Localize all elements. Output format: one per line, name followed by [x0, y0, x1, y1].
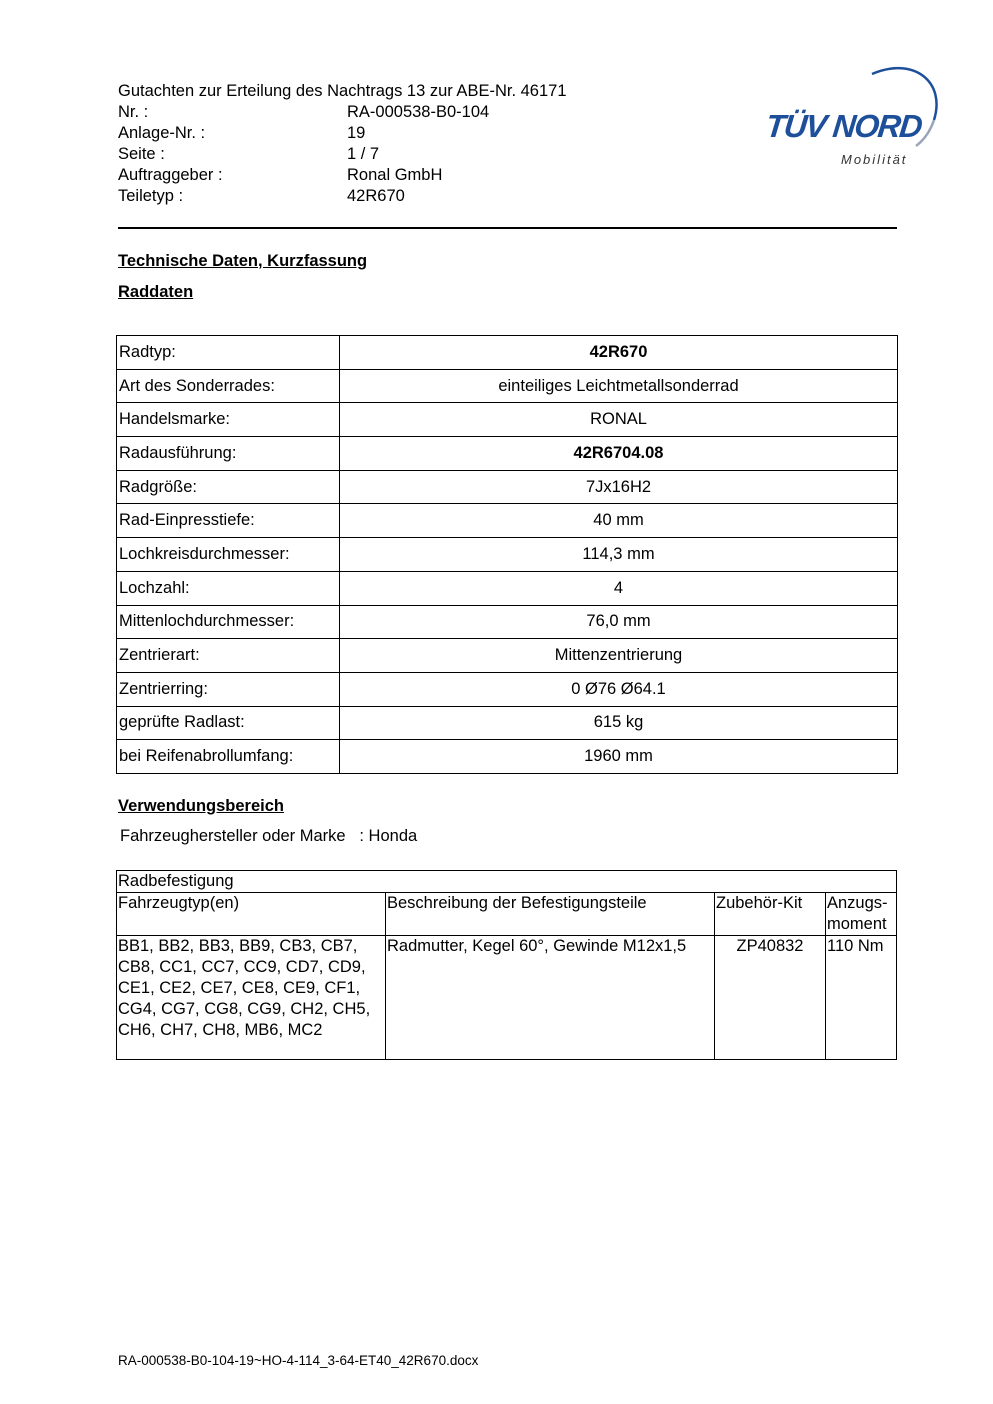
- row-value: einteiliges Leichtmetallsonderrad: [340, 369, 898, 403]
- header-row-seite: [118, 144, 567, 165]
- table-row: [117, 571, 898, 605]
- row-label: Mittenlochdurchmesser:: [117, 605, 340, 639]
- table-row: [117, 639, 898, 673]
- table-row: [117, 706, 898, 740]
- row-value: 1960 mm: [340, 740, 898, 774]
- logo-wordmark: TÜV NORD: [764, 108, 924, 144]
- table-title-cell: Radbefestigung: [117, 871, 897, 893]
- header-label: Nr. :: [118, 103, 149, 121]
- header-value: Ronal GmbH: [347, 166, 443, 184]
- section-subtitle: Raddaten: [118, 283, 194, 301]
- header-value: RA-000538-B0-104: [347, 103, 490, 121]
- header-divider: [118, 227, 897, 229]
- row-label: Lochzahl:: [117, 571, 340, 605]
- logo-subtitle: Mobilität: [841, 152, 908, 167]
- row-value: Mittenzentrierung: [340, 639, 898, 673]
- table-row: [117, 369, 898, 403]
- row-label: Handelsmarke:: [117, 403, 340, 437]
- manufacturer-value: Honda: [368, 827, 418, 845]
- header-value: 19: [347, 124, 366, 142]
- row-label: bei Reifenabrollumfang:: [117, 740, 340, 774]
- header-cell: Fahrzeugtyp(en): [117, 893, 386, 936]
- row-value: 4: [340, 571, 898, 605]
- table-row: [117, 672, 898, 706]
- row-label: Radtyp:: [117, 336, 340, 370]
- header-row-anlage: [118, 123, 567, 144]
- row-label: Rad-Einpresstiefe:: [117, 504, 340, 538]
- header-cell: Zubehör-Kit: [715, 893, 826, 936]
- header-label: Seite :: [118, 145, 165, 163]
- row-value: 615 kg: [340, 706, 898, 740]
- row-value: 42R6704.08: [340, 437, 898, 471]
- row-value: RONAL: [340, 403, 898, 437]
- header-label: Anlage-Nr. :: [118, 124, 206, 142]
- table-row: [117, 437, 898, 471]
- description-cell: Radmutter, Kegel 60°, Gewinde M12x1,5: [386, 936, 715, 1060]
- table-row: [117, 605, 898, 639]
- row-value: 0 Ø76 Ø64.1: [340, 672, 898, 706]
- header-cell: Anzugs-moment: [826, 893, 897, 936]
- row-label: Lochkreisdurchmesser:: [117, 538, 340, 572]
- row-value: 40 mm: [340, 504, 898, 538]
- header-label: Auftraggeber :: [118, 166, 223, 184]
- row-label: Art des Sonderrades:: [117, 369, 340, 403]
- document-header: [118, 81, 567, 207]
- table-row: [117, 470, 898, 504]
- header-value: 42R670: [347, 187, 405, 205]
- header-row-auftraggeber: [118, 165, 567, 186]
- kit-cell: ZP40832: [715, 936, 826, 1060]
- table-row: [117, 936, 897, 1060]
- vehicle-types-cell: BB1, BB2, BB3, BB9, CB3, CB7, CB8, CC1, CC7, CC9, CD7, CD9, CE1, CE2, CE7, CE8, CE9, CF1, CG4, CG7, CG8, CG9, CH2, CH5, CH6, CH7, CH8, MB6, MC2: [117, 936, 386, 1060]
- document-title: Gutachten zur Erteilung des Nachtrags 13 zur ABE-Nr. 46171: [118, 82, 567, 100]
- table-row: [117, 403, 898, 437]
- section-title: Technische Daten, Kurzfassung: [118, 252, 368, 270]
- header-cell: Beschreibung der Befestigungsteile: [386, 893, 715, 936]
- row-label: Radgröße:: [117, 470, 340, 504]
- usage-title: Verwendungsbereich: [118, 797, 284, 815]
- row-label: Radausführung:: [117, 437, 340, 471]
- header-row-teiletyp: [118, 186, 567, 207]
- table-row: [117, 740, 898, 774]
- row-value: 7Jx16H2: [340, 470, 898, 504]
- header-row-nr: [118, 102, 567, 123]
- radbefestigung-table: [116, 870, 897, 1060]
- torque-cell: 110 Nm: [826, 936, 897, 1060]
- row-label: Zentrierart:: [117, 639, 340, 673]
- table-row: [117, 538, 898, 572]
- header-label: Teiletyp :: [118, 187, 184, 205]
- table-row: [117, 504, 898, 538]
- raddaten-table: [116, 335, 898, 774]
- row-value: 76,0 mm: [340, 605, 898, 639]
- row-value: 42R670: [340, 336, 898, 370]
- row-label: Zentrierring:: [117, 672, 340, 706]
- manufacturer-label: Fahrzeughersteller oder Marke :: [120, 827, 364, 845]
- footer-filename: RA-000538-B0-104-19~HO-4-114_3-64-ET40_42R670.docx: [118, 1353, 479, 1368]
- manufacturer-line: [120, 827, 417, 846]
- tuev-nord-logo: [764, 60, 944, 170]
- table-row: [117, 336, 898, 370]
- header-value: 1 / 7: [347, 145, 380, 163]
- row-value: 114,3 mm: [340, 538, 898, 572]
- row-label: geprüfte Radlast:: [117, 706, 340, 740]
